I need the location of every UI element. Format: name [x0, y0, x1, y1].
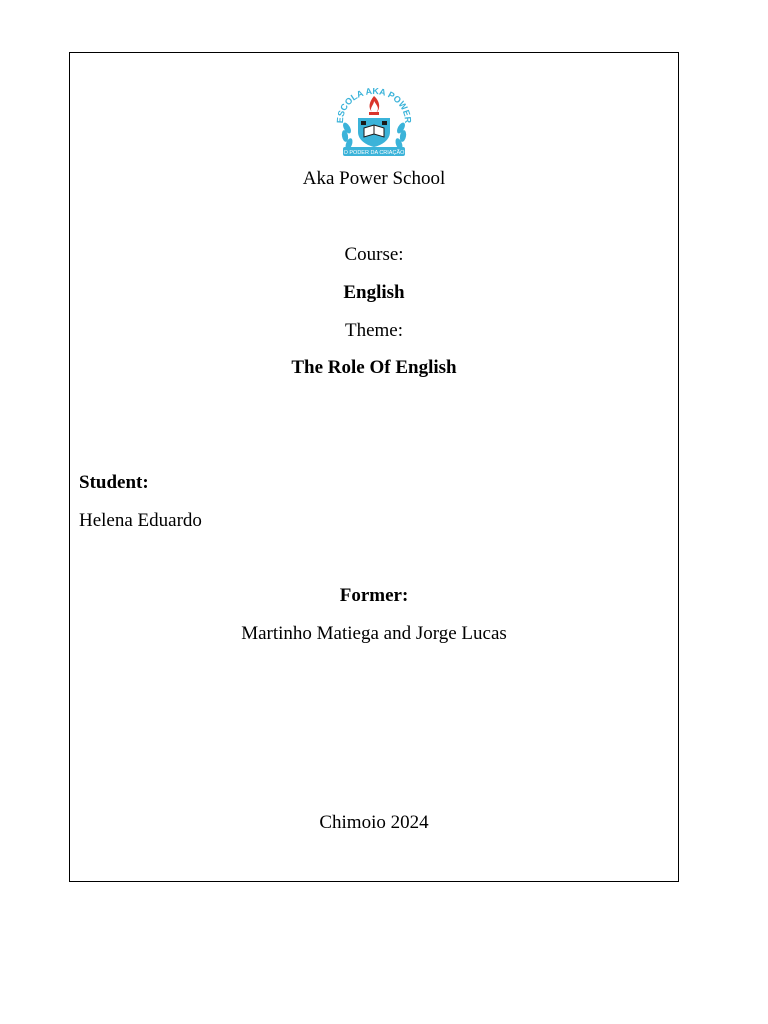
former-names: Martinho Matiega and Jorge Lucas — [241, 623, 507, 644]
student-label: Student: — [79, 472, 149, 493]
theme-label: Theme: — [344, 320, 404, 341]
theme-value: The Role Of English — [291, 357, 457, 378]
course-label: Course: — [344, 244, 404, 265]
laurel-right-icon — [394, 121, 407, 150]
former-label: Former: — [339, 585, 409, 606]
school-name: Aka Power School — [302, 168, 446, 189]
logo-arc-textpath: ESCOLA AKA POWER — [334, 88, 414, 124]
flame-emblem-icon — [369, 96, 379, 115]
laurel-left-icon — [341, 121, 354, 150]
logo-banner-text: O PODER DA CRIAÇÃO — [343, 150, 405, 156]
place-year: Chimoio 2024 — [319, 812, 429, 833]
course-value: English — [343, 282, 405, 303]
school-logo — [331, 88, 417, 158]
student-name: Helena Eduardo — [79, 510, 202, 531]
